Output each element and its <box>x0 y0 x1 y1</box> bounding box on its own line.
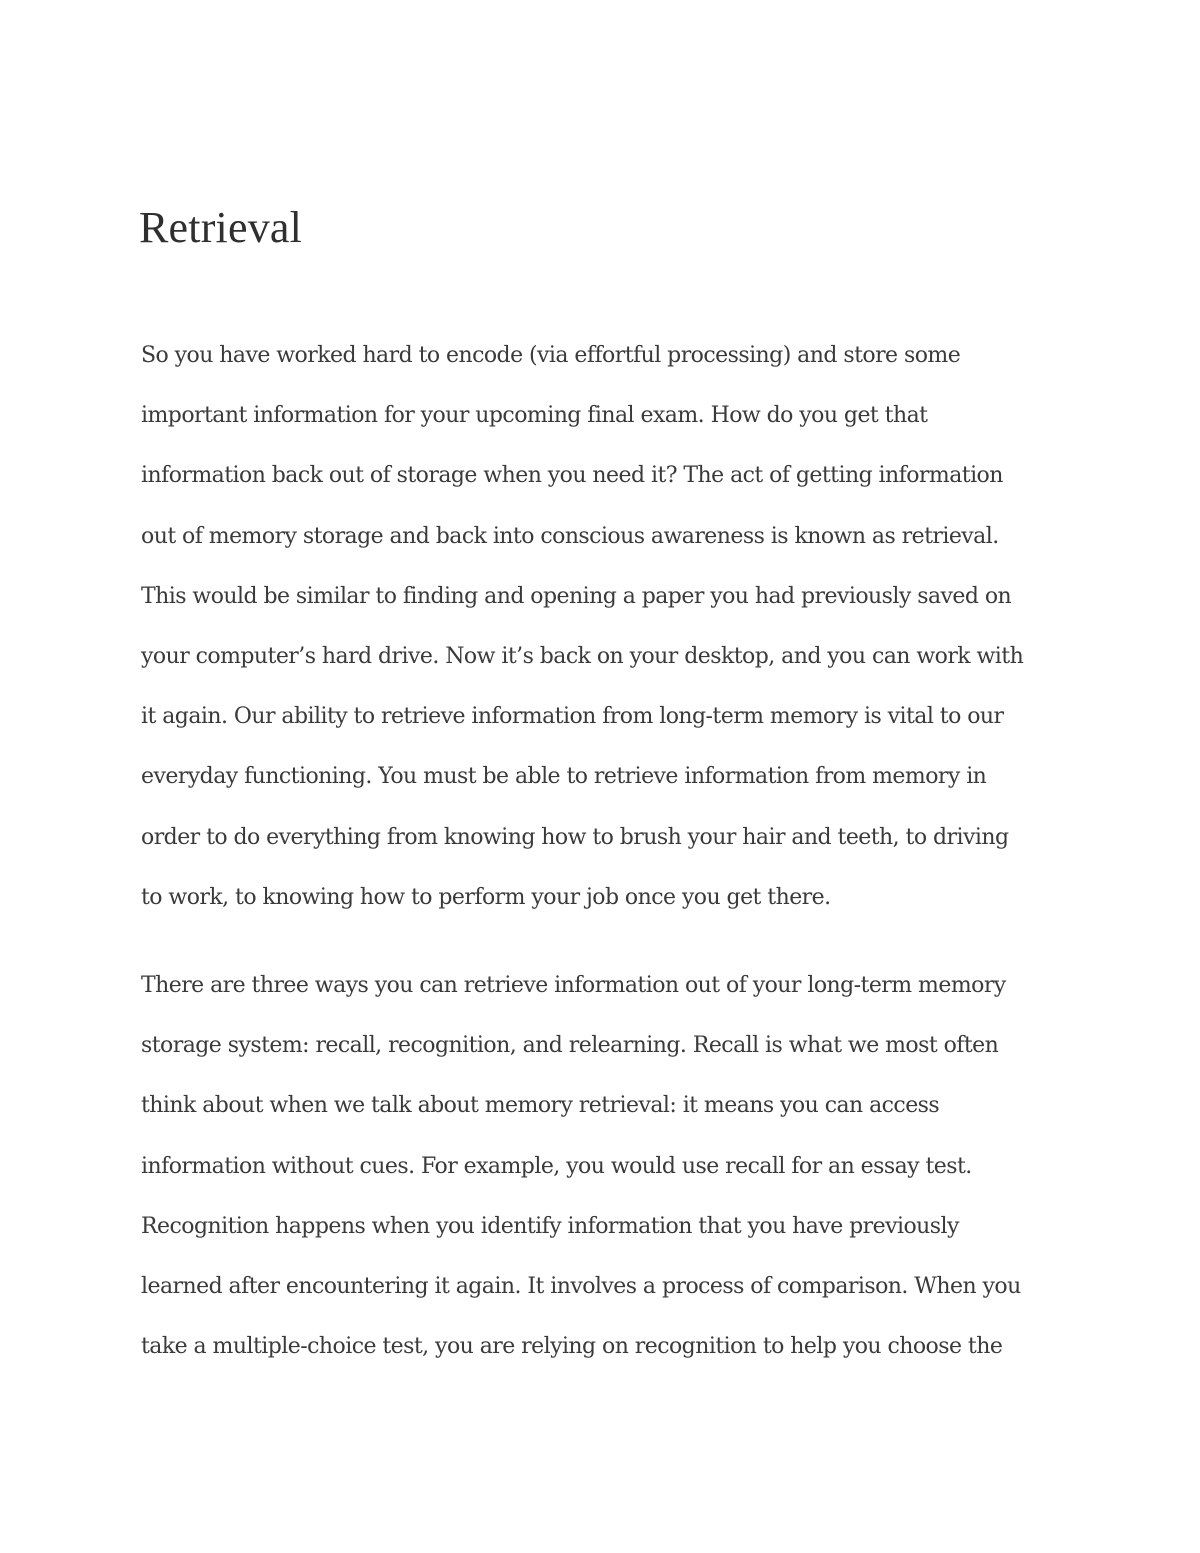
paragraph-line: order to do everything from knowing how to brush your hair and teeth, to driving <box>141 824 1009 850</box>
paragraph-line: everyday functioning. You must be able to retrieve information from memory in <box>141 764 987 790</box>
paragraph-2 <box>141 968 1061 1389</box>
paragraph-line: information without cues. For example, you would use recall for an essay test. <box>141 1153 972 1179</box>
paragraph-line: So you have worked hard to encode (via effortful processing) and store some <box>141 343 961 368</box>
paragraph-line: out of memory storage and back into conscious awareness is known as retrieval. <box>141 523 999 549</box>
paragraph-line: information back out of storage when you need it? The act of getting information <box>141 463 1003 489</box>
paragraph-line: learned after encountering it again. It involves a process of comparison. When you <box>141 1273 1021 1299</box>
paragraph-1 <box>141 338 1061 940</box>
paragraph-line: This would be similar to finding and opening a paper you had previously saved on <box>141 583 1012 609</box>
paragraph-line: important information for your upcoming final exam. How do you get that <box>141 403 928 429</box>
paragraph-line: There are three ways you can retrieve information out of your long-term memory <box>141 973 1006 998</box>
paragraph-line: it again. Our ability to retrieve information from long-term memory is vital to our <box>141 704 1004 730</box>
paragraph-line: to work, to knowing how to perform your job once you get there. <box>141 884 831 910</box>
paragraph-line: Recognition happens when you identify information that you have previously <box>141 1213 959 1239</box>
paragraph-line: take a multiple-choice test, you are relying on recognition to help you choose the <box>141 1334 1003 1360</box>
paragraph-line: think about when we talk about memory retrieval: it means you can access <box>141 1093 940 1119</box>
page-title: Retrieval <box>139 203 303 252</box>
paragraph-line: your computer’s hard drive. Now it’s back on your desktop, and you can work with <box>141 643 1024 669</box>
paragraph-line: storage system: recall, recognition, and relearning. Recall is what we most often <box>141 1033 999 1059</box>
